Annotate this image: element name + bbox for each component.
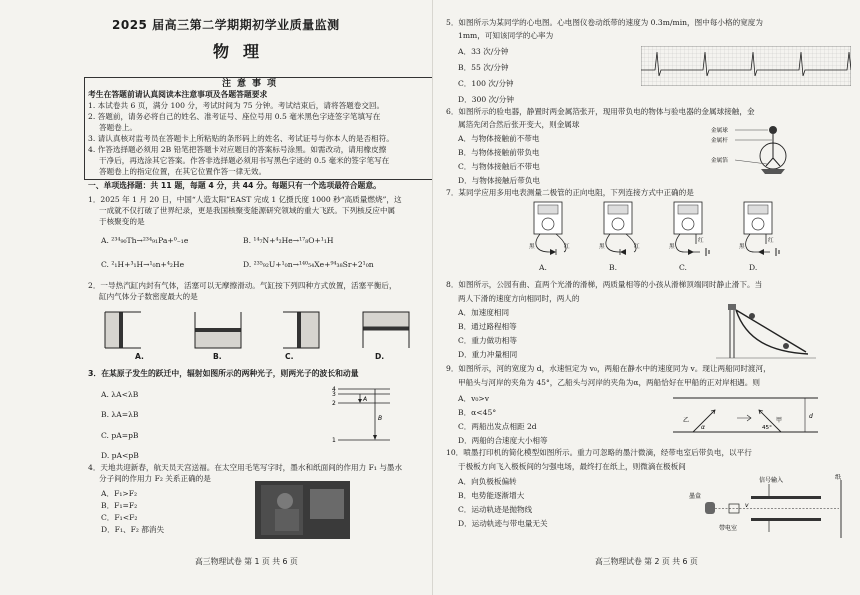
probe-red-b: 红 — [634, 244, 640, 250]
q1-option-c: C. ²₁H+³₁H→¹₀n+⁴₂He — [101, 260, 185, 269]
q8-option-b: B．通过路程相等 — [458, 322, 517, 331]
q6-option-a: A．与物体接触前不带电 — [458, 134, 540, 143]
q5-stem-line: 5．如图所示为某同学的心电图。心电图仪卷动纸带的速度为 0.3m/min，图中每小格的宽度为 — [446, 18, 763, 27]
q5-option-d: D．300 次/分钟 — [458, 95, 514, 104]
multimeter-d — [744, 202, 779, 256]
q9-river-figure — [673, 392, 823, 440]
label-ink-cartridge: 墨盒 — [689, 493, 702, 500]
q6-stem-line: 属箔先闭合然后张开变大，则金属球 — [458, 120, 580, 129]
q6-option-c: C．与物体接触后不带电 — [458, 162, 540, 171]
label-metal-foil: 金属箔 — [711, 158, 728, 164]
q5-ecg-strip — [641, 46, 851, 86]
probe-black-a: 黑 — [529, 244, 535, 250]
multimeter-c — [674, 202, 709, 256]
q4-stem-line: 分子间的作用力 F₂ 关系正确的是 — [99, 474, 211, 483]
cylinder-d — [363, 312, 409, 348]
cylinder-c — [283, 312, 319, 348]
probe-red-d: 红 — [768, 238, 774, 244]
q7-label-a: A. — [539, 263, 547, 272]
q8-option-a: A．加速度相同 — [458, 308, 510, 317]
q7-label-b: B. — [609, 263, 617, 272]
q3-stem: 3．在某原子发生的跃迁中，辐射如图所示的两种光子，则两光子的波长和动量 — [88, 369, 359, 378]
probe-red-c: 红 — [698, 238, 704, 244]
q6-option-d: D．与物体接触后带负电 — [458, 176, 541, 185]
q9-option-c: C．两船出发点相距 2d — [458, 422, 537, 431]
notice-item: 3. 请认真核对监考员在答题卡上所粘贴的条形码上的姓名、考试证号与你本人的是否相符。 — [88, 134, 394, 143]
q10-option-d: D．运动轨迹与带电量无关 — [458, 519, 548, 528]
probe-red-a: 红 — [564, 244, 570, 250]
q5-stem-line: 1mm，可知该同学的心率为 — [458, 31, 554, 40]
q4-astronaut-photo — [255, 481, 350, 539]
level-3: 3 — [332, 391, 336, 398]
q2-label-b: B. — [213, 352, 222, 361]
level-4: 4 — [332, 386, 336, 393]
notice-item: 干净后，再选涂其它答案。作答非选择题必须用书写黑色字迹的 0.5 毫米的签字笔写在 — [99, 156, 390, 165]
q1-stem-line: 一成就不仅打破了世界纪录，更是我国核聚变能源研究领域的重大飞跃。下列核反应中属 — [99, 206, 396, 215]
level-2: 2 — [332, 400, 336, 407]
q2-label-a: A. — [135, 352, 144, 361]
label-alpha: α — [701, 424, 705, 431]
label-signal-input: 信号输入 — [759, 477, 784, 484]
multimeter-b — [604, 202, 636, 255]
label-metal-ball: 金属球 — [711, 128, 728, 134]
notice-item: 4. 作答选择题必须用 2B 铅笔把答题卡对应题目的答案标号涂黑。如需改动，请用橡皮擦 — [88, 145, 387, 154]
q1-stem-line: 于核聚变的是 — [99, 217, 145, 226]
q3-option-b: B. λA=λB — [101, 410, 139, 419]
q9-stem-line: 9．如图所示，河的宽度为 d，水速恒定为 v₀，两船在静水中的速度同为 v。现让两船同时渡河， — [446, 364, 771, 373]
probe-black-b: 黑 — [599, 244, 605, 250]
q2-label-c: C. — [285, 352, 294, 361]
q3-option-c: C. pA=pB — [101, 431, 139, 440]
q8-stem-line: 两人下滑的速度方向相同时，两人的 — [458, 294, 580, 303]
q1-stem-line: 1．2025 年 1 月 20 日，中国“人造太阳”EAST 完成 1 亿摄氏度 1000 秒“高质量燃烧”，这 — [88, 195, 402, 204]
q1-option-d: D. ²³⁵₉₂U+¹₀n→¹⁴⁰₅₄Xe+⁹⁴₃₈Sr+2¹₀n — [243, 260, 374, 269]
q10-option-b: B．电势能逐渐增大 — [458, 491, 525, 500]
q6-stem-line: 6．如图所示的验电器，静置时两金属箔张开，现用带负电的物体与验电器的金属球接触，金 — [446, 107, 755, 116]
q9-option-b: B．α<45° — [458, 408, 497, 417]
level-1: 1 — [332, 437, 336, 444]
page-2-footer: 高三物理试卷 第 2 页 共 6 页 — [595, 557, 698, 566]
notice-item: 答题卷上的指定位置，在其它位置作答一律无效。 — [99, 167, 267, 176]
q4-option-a: A．F₁>F₂ — [101, 489, 138, 498]
notice-item: 2. 答题前，请务必将自己的姓名、准考证号、座位号用 0.5 毫米黑色字迹签字笔填写在 — [88, 112, 381, 121]
q9-stem-line: 甲船头与河岸的夹角为 45°，乙船头与河岸的夹角为α，两船恰好在甲船的正对岸相遇。则 — [458, 378, 760, 387]
arrow-b-label: B — [378, 415, 383, 422]
q9-option-a: A．v₀>v — [458, 394, 490, 403]
label-charging-chamber: 带电室 — [719, 525, 738, 532]
q5-option-b: B．55 次/分钟 — [458, 63, 509, 72]
label-45: 45° — [762, 425, 772, 431]
q7-multimeter-options — [528, 200, 818, 262]
multimeter-a — [534, 202, 566, 255]
cylinder-a — [105, 312, 141, 348]
q4-option-d: D．F₁、F₂ 都消失 — [101, 525, 165, 534]
exam-page-2 — [432, 0, 860, 595]
q3-energy-level-diagram — [330, 384, 410, 448]
probe-black-c: 黑 — [669, 244, 675, 250]
q10-option-c: C．运动轨迹是抛物线 — [458, 505, 533, 514]
q1-option-b: B. ¹⁴₇N+⁴₂He→¹⁷₈O+¹₁H — [243, 236, 334, 245]
q8-stem-line: 8．如图所示，公园有曲、直两个光滑的滑梯，两质量相等的小孩从滑梯顶端同时静止滑下。当 — [446, 280, 763, 289]
probe-black-d: 黑 — [739, 244, 745, 250]
notice-item: 答题卷上。 — [99, 123, 137, 132]
q2-stem-line: 2．一导热汽缸内封有气体，活塞可以无摩擦滑动。气缸按下列四种方式放置，活塞平衡后， — [88, 281, 397, 290]
q2-stem-line: 缸内气体分子数密度最大的是 — [99, 292, 198, 301]
label-boat-yi: 乙 — [683, 417, 690, 424]
q7-label-c: C. — [679, 263, 687, 272]
label-boat-jia: 甲 — [776, 417, 783, 424]
q10-stem-line: 10．喷墨打印机的简化模型如图所示。重力可忽略的墨汁微滴，经带电室后带负电，以平行 — [446, 448, 752, 457]
q8-option-d: D．重力冲量相同 — [458, 350, 518, 359]
q3-option-a: A. λA<λB — [101, 390, 139, 399]
label-velocity: v — [745, 502, 749, 509]
q3-option-d: D. pA<pB — [101, 451, 139, 460]
q10-printer-figure — [689, 474, 849, 544]
q6-electroscope-figure — [711, 122, 801, 180]
q1-option-a: A. ²³⁴₉₀Th→²³⁴₉₁Pa+⁰₋₁e — [101, 236, 189, 245]
q4-option-c: C．F₁<F₂ — [101, 513, 138, 522]
notice-intro: 考生在答题前请认真阅读本注意事项及各题答题要求 — [88, 90, 268, 99]
q8-slides-figure — [716, 300, 816, 362]
cylinder-b — [195, 312, 241, 348]
label-d: d — [809, 413, 813, 420]
q10-option-a: A．向负极板偏转 — [458, 477, 517, 486]
subject-title: 物理 — [213, 42, 274, 61]
page-1-footer: 高三物理试卷 第 1 页 共 6 页 — [195, 557, 298, 566]
q10-stem-line: 于极板方向飞入极板间的匀强电场，最终打在纸上，则微滴在极板间 — [458, 462, 686, 471]
q9-option-d: D．两船的合速度大小相等 — [458, 436, 548, 445]
q5-option-a: A．33 次/分钟 — [458, 47, 509, 56]
q7-label-d: D. — [749, 263, 758, 272]
q4-option-b: B．F₁=F₂ — [101, 501, 138, 510]
exam-title: 2025 届高三第二学期期初学业质量监测 — [112, 18, 340, 32]
q6-option-b: B．与物体接触前带负电 — [458, 148, 540, 157]
label-paper: 纸 — [835, 474, 842, 481]
q4-stem-line: 4．天地共迎新春，航天员天宫送福。在太空用毛笔写字时，墨水和纸面间的作用力 F₁ 与墨水 — [88, 463, 403, 472]
arrow-a-label: A — [363, 396, 368, 403]
q7-stem: 7．某同学应用多用电表测量二极管的正向电阻，下列连接方式中正确的是 — [446, 188, 694, 197]
section-heading: 一、单项选择题：共 11 题，每题 4 分，共 44 分。每题只有一个选项最符合题意。 — [88, 181, 381, 190]
notice-item: 1. 本试卷共 6 页，满分 100 分，考试时间为 75 分钟。考试结束后，请将答题卷交回。 — [88, 101, 385, 110]
label-metal-rod: 金属杆 — [711, 138, 728, 144]
notice-heading: 注意事项 — [222, 79, 283, 89]
q5-option-c: C．100 次/分钟 — [458, 79, 514, 88]
q8-option-c: C．重力做功相等 — [458, 336, 517, 345]
q2-label-d: D. — [375, 352, 385, 361]
